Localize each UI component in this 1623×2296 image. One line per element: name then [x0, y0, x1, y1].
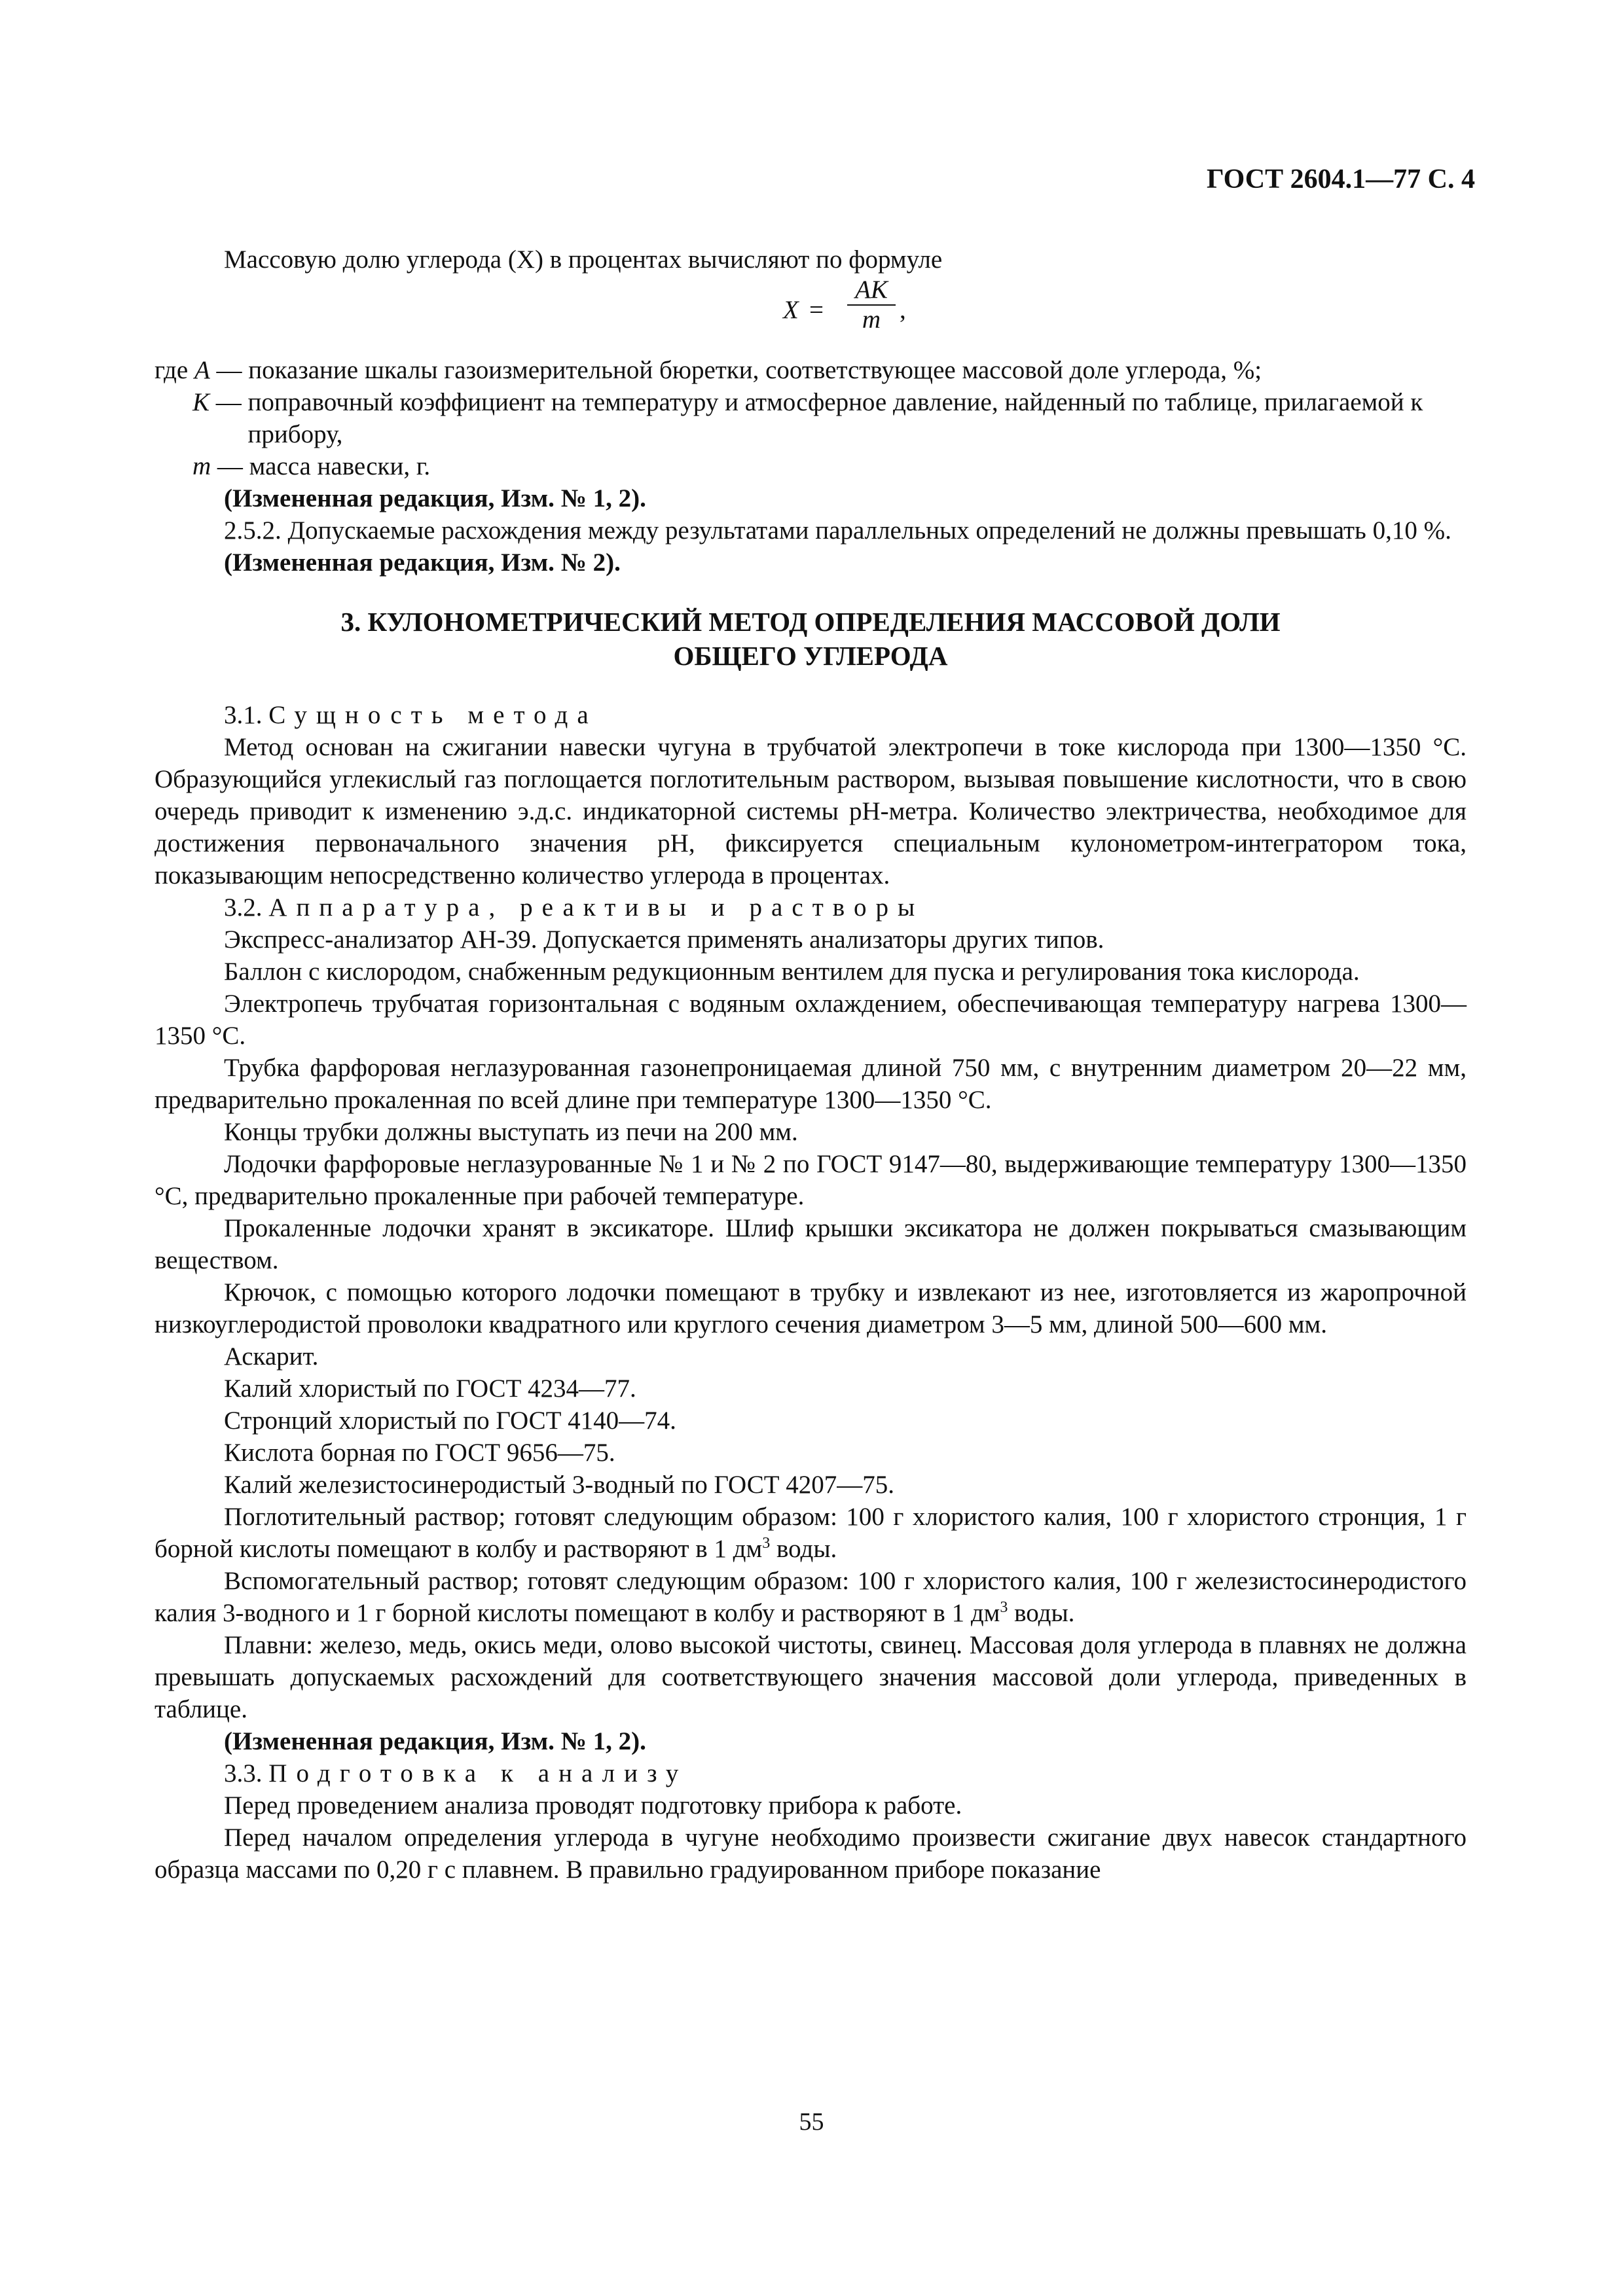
paragraph: Калий железистосинеродистый 3-водный по ГОСТ 4207—75. — [224, 1471, 895, 1499]
subheading-text: Аппаратура, реактивы и растворы — [268, 893, 924, 922]
section-title-line-1: 3. КУЛОНОМЕТРИЧЕСКИЙ МЕТОД ОПРЕДЕЛЕНИЯ МАССОВОЙ ДОЛИ — [340, 607, 1281, 637]
definition-desc: поправочный коэффициент на температуру и атмосферное давление, найденный по таблице, прилагаемой к прибору, — [247, 388, 1423, 448]
page-number: 55 — [799, 2108, 824, 2136]
paragraph: Плавни: железо, медь, окись меди, олово высокой чистоты, свинец. Массовая доля углерода в плавнях не должна превышать допускаемых расхождений для соответствующего значения массовой доли углерода, приведенных в таблице. — [155, 1631, 1467, 1723]
document-body — [155, 243, 1467, 1886]
subheading-3-1 — [155, 699, 1467, 731]
formula — [155, 276, 1467, 354]
subheading-number: 3.3. — [224, 1759, 269, 1787]
definition-desc: масса навески, г. — [249, 452, 431, 480]
paragraph — [155, 1565, 1467, 1629]
paragraph: Стронций хлористый по ГОСТ 4140—74. — [224, 1407, 676, 1435]
subheading-3-2 — [155, 891, 1467, 924]
paragraph: Экспресс-анализатор АН-39. Допускается применять анализаторы других типов. — [224, 925, 1104, 954]
subheading-text: Сущность метода — [268, 701, 598, 729]
paragraph-2-5-2: 2.5.2. Допускаемые расхождения между результатами параллельных определений не должны превышать 0,10 %. — [224, 516, 1451, 545]
subheading-number: 3.1. — [224, 701, 269, 729]
formula-comma: , — [900, 296, 906, 324]
paragraph: Концы трубки должны выступать из печи на 200 мм. — [224, 1118, 798, 1146]
paragraph-text: воды. — [770, 1535, 837, 1563]
formula-fraction — [847, 276, 896, 334]
amendment-note: (Измененная редакция, Изм. № 2). — [224, 548, 621, 577]
formula-denominator: m — [862, 306, 881, 334]
definition-term: m — [192, 452, 211, 480]
definition-k — [155, 386, 1467, 450]
definition-term: K — [192, 388, 210, 416]
paragraph: Перед началом определения углерода в чугуне необходимо произвести сжигание двух навесок стандартного образца массами по 0,20 г с плавнем. В правильно градуированном приборе показание — [155, 1823, 1467, 1884]
section-title-line-2: ОБЩЕГО УГЛЕРОДА — [673, 641, 948, 671]
definition-lead: где — [155, 356, 194, 384]
amendment-note: (Измененная редакция, Изм. № 1, 2). — [224, 1727, 646, 1755]
paragraph: Электропечь трубчатая горизонтальная с водяным охлаждением, обеспечивающая температуру нагрева 1300—1350 °С. — [155, 990, 1467, 1050]
paragraph: Калий хлористый по ГОСТ 4234—77. — [224, 1374, 636, 1403]
superscript: 3 — [1000, 1599, 1008, 1616]
formula-equals: = — [809, 296, 824, 324]
paragraph: Перед проведением анализа проводят подготовку прибора к работе. — [224, 1791, 962, 1820]
subheading-text: Подготовка к анализу — [268, 1759, 688, 1787]
formula-intro — [155, 243, 1467, 276]
paragraph-3-1: Метод основан на сжигании навески чугуна в трубчатой электропечи в токе кислорода при 1300—1350 °С. Образующийся углекислый газ поглощается поглотительным раствором, вызывая повышение кислотности, что в свою очередь приводит к изменению э.д.с. индикаторной системы рН-метра. Количество электричества, необходимое для достижения первоначального значения рН, фиксируется специальным кулонометром-интегратором тока, показывающим непосредственно количество углерода в процентах. — [155, 733, 1467, 889]
paragraph-text: Поглотительный раствор; готовят следующим образом: 100 г хлористого калия, 100 г хлористого стронция, 1 г борной кислоты помещают в колбу и растворяют в 1 дм — [155, 1503, 1467, 1563]
paragraph: Кислота борная по ГОСТ 9656—75. — [224, 1439, 615, 1467]
formula-intro-text: Массовую долю углерода (X) в процентах вычисляют по формуле — [224, 245, 943, 274]
superscript: 3 — [762, 1535, 771, 1552]
paragraph: Трубка фарфоровая неглазурованная газонепроницаемая длиной 750 мм, с внутренним диаметром 20—22 мм, предварительно прокаленная по всей длине при температуре 1300—1350 °С. — [155, 1054, 1467, 1114]
paragraph: Аскарит. — [224, 1342, 319, 1371]
paragraph: Крючок, с помощью которого лодочки помещают в трубку и извлекают из нее, изготовляется из жаропрочной низкоуглеродистой проволоки квадратного или круглого сечения диаметром 3—5 мм, длиной 500—600 мм. — [155, 1278, 1467, 1338]
page-header: ГОСТ 2604.1—77 С. 4 — [1206, 164, 1475, 194]
definition-desc: показание шкалы газоизмерительной бюретки, соответствующее массовой доле углерода, %; — [248, 356, 1262, 384]
formula-numerator: AK — [847, 276, 896, 306]
definition-a — [155, 354, 1467, 386]
definition-dash: — — [210, 356, 249, 384]
formula-definitions — [155, 354, 1467, 482]
definition-m — [155, 450, 1467, 482]
paragraph: Баллон с кислородом, снабженным редукционным вентилем для пуска и регулирования тока кислорода. — [224, 958, 1360, 986]
paragraph: Прокаленные лодочки хранят в эксикаторе. Шлиф крышки эксикатора не должен покрываться смазывающим веществом. — [155, 1214, 1467, 1274]
amendment-note: (Измененная редакция, Изм. № 1, 2). — [224, 484, 646, 512]
section-title — [155, 605, 1467, 673]
definition-dash: — — [210, 388, 248, 416]
formula-lhs: X — [783, 296, 799, 324]
subheading-number: 3.2. — [224, 893, 269, 922]
paragraph-text: Вспомогательный раствор; готовят следующим образом: 100 г хлористого калия, 100 г железистосинеродистого калия 3-водного и 1 г борной кислоты помещают в колбу и растворяют в 1 дм — [155, 1567, 1467, 1627]
definition-term: A — [194, 356, 210, 384]
subheading-3-3 — [155, 1757, 1467, 1789]
paragraph: Лодочки фарфоровые неглазурованные № 1 и № 2 по ГОСТ 9147—80, выдерживающие температуру 1300—1350 °С, предварительно прокаленные при рабочей температуре. — [155, 1150, 1467, 1210]
paragraph-text: воды. — [1008, 1599, 1075, 1627]
definition-dash: — — [211, 452, 249, 480]
paragraph — [155, 1501, 1467, 1565]
